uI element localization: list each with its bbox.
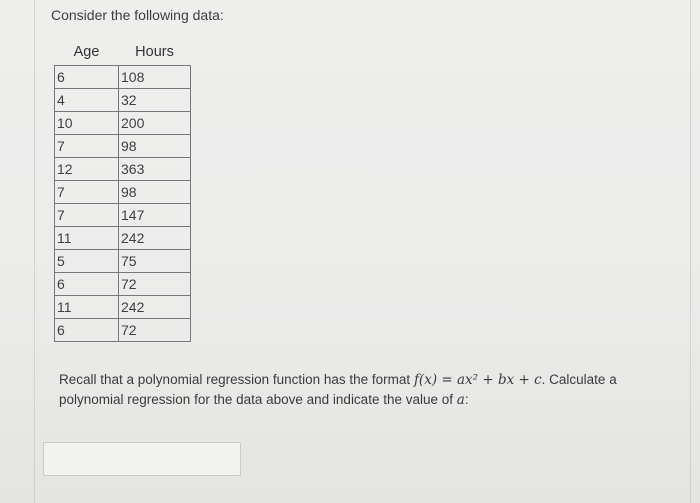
table-row [55,158,191,181]
table-row [55,181,191,204]
table-row [55,112,191,135]
question-part-1: Recall that a polynomial regression function has the format [59,372,414,387]
hours-cell: 72 [119,319,191,342]
hours-cell: 242 [119,227,191,250]
table-row [55,135,191,158]
age-cell: 7 [55,181,119,204]
table-row [55,273,191,296]
hours-cell: 75 [119,250,191,273]
column-header-hours: Hours [135,43,174,60]
table-row [55,296,191,319]
age-cell: 4 [55,89,119,112]
hours-cell: 200 [119,112,191,135]
age-cell: 6 [55,66,119,89]
table-row [55,250,191,273]
formula: f(x) = ax² + bx + c [413,372,542,388]
hours-cell: 98 [119,135,191,158]
hours-cell: 108 [119,66,191,89]
hours-cell: 147 [119,204,191,227]
table-row [55,89,191,112]
age-cell: 10 [55,112,119,135]
age-cell: 6 [55,273,119,296]
question-part-2: . Calculate a polynomial regression for the data above and indicate the value of [59,372,617,407]
table-row [55,227,191,250]
table-header-row [55,38,191,66]
data-table [54,38,191,342]
age-cell: 6 [55,319,119,342]
hours-cell: 363 [119,158,191,181]
table-row [55,204,191,227]
age-cell: 12 [55,158,119,181]
age-cell: 7 [55,204,119,227]
table-row [55,319,191,342]
table-row [55,66,191,89]
column-header-age: Age [73,43,100,60]
age-cell: 7 [55,135,119,158]
age-cell: 5 [55,250,119,273]
table-body [55,66,191,342]
answer-input[interactable] [43,442,241,476]
question-part-3: : [464,392,469,407]
age-cell: 11 [55,227,119,250]
age-cell: 11 [55,296,119,319]
question-text [59,370,669,410]
hours-cell: 32 [119,89,191,112]
prompt-text: Consider the following data: [51,7,224,23]
hours-cell: 98 [119,181,191,204]
hours-cell: 242 [119,296,191,319]
hours-cell: 72 [119,273,191,296]
variable-a: a [456,392,465,408]
